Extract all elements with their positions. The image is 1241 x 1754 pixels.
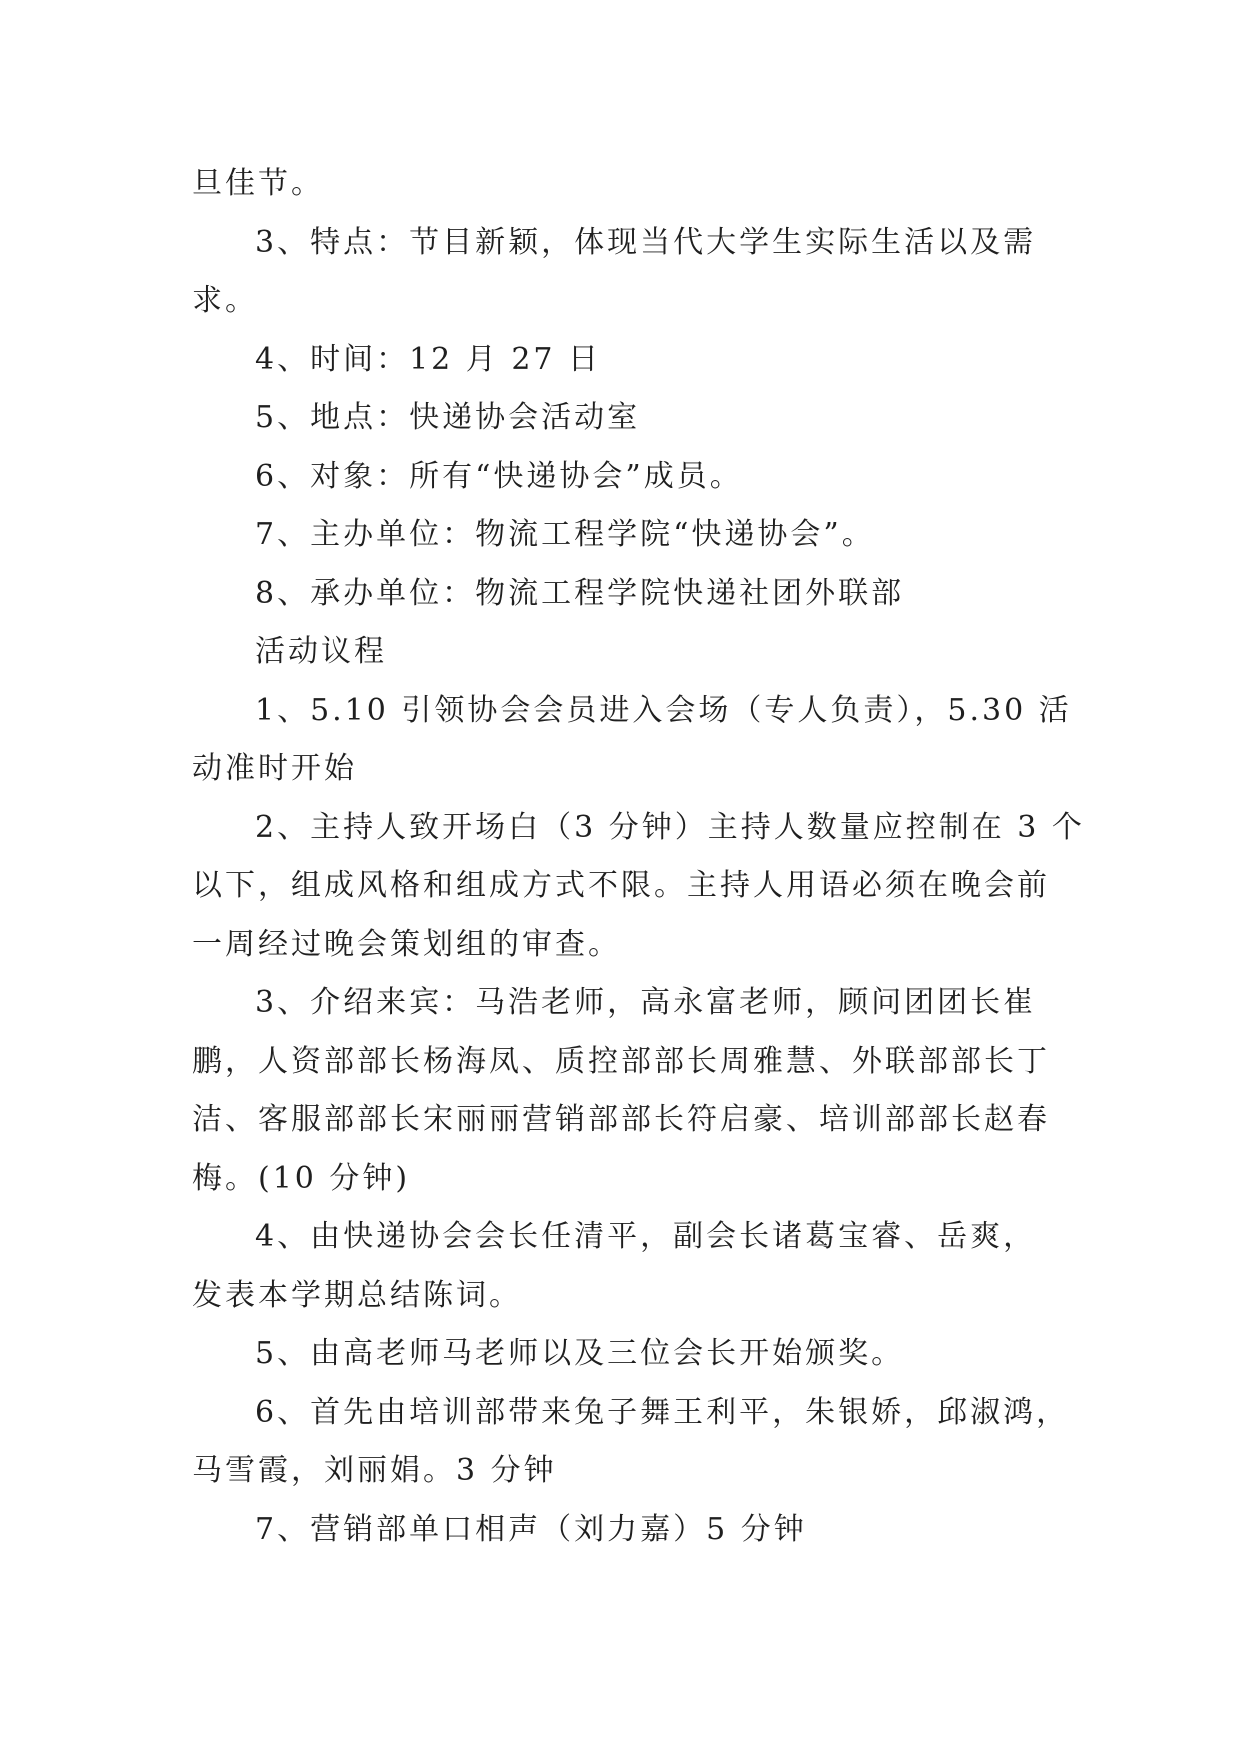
paragraph-line: 洁、客服部部长宋丽丽营销部部长符启豪、培训部部长赵春 bbox=[192, 1102, 1050, 1137]
paragraph-line: 动准时开始 bbox=[192, 751, 357, 786]
paragraph-line: 一周经过晚会策划组的审查。 bbox=[192, 926, 621, 962]
paragraph-line: 7、主办单位：物流工程学院“快递协会”。 bbox=[255, 517, 875, 552]
paragraph-line: 8、承办单位：物流工程学院快递社团外联部 bbox=[255, 575, 905, 611]
paragraph-line: 梅。(10 分钟) bbox=[192, 1160, 411, 1196]
paragraph-line: 4、时间：12 月 27 日 bbox=[255, 341, 602, 377]
paragraph-line: 5、由高老师马老师以及三位会长开始颁奖。 bbox=[255, 1336, 905, 1371]
paragraph-line: 1、5.10 引领协会会员进入会场（专人负责），5.30 活 bbox=[255, 692, 1072, 728]
section-heading: 活动议程 bbox=[255, 634, 387, 669]
paragraph-line: 4、由快递协会会长任清平，副会长诸葛宝睿、岳爽， bbox=[255, 1219, 1037, 1254]
paragraph-line: 6、对象：所有“快递协会”成员。 bbox=[255, 458, 743, 494]
paragraph-line: 7、营销部单口相声（刘力嘉）5 分钟 bbox=[255, 1511, 807, 1547]
paragraph-line: 求。 bbox=[192, 283, 258, 318]
paragraph-line: 旦佳节。 bbox=[192, 166, 324, 201]
paragraph-line: 以下，组成风格和组成方式不限。主持人用语必须在晚会前 bbox=[192, 868, 1050, 903]
paragraph-line: 3、特点：节目新颖，体现当代大学生实际生活以及需 bbox=[255, 224, 1037, 260]
paragraph-line: 5、地点：快递协会活动室 bbox=[255, 400, 641, 435]
paragraph-line: 2、主持人致开场白（3 分钟）主持人数量应控制在 3 个 bbox=[255, 809, 1085, 845]
paragraph-line: 鹏，人资部部长杨海凤、质控部部长周雅慧、外联部部长丁 bbox=[192, 1043, 1050, 1079]
paragraph-line: 6、首先由培训部带来兔子舞王利平，朱银娇，邱淑鸿， bbox=[255, 1394, 1070, 1430]
paragraph-line: 马雪霞，刘丽娟。3 分钟 bbox=[192, 1453, 557, 1488]
paragraph-line: 3、介绍来宾：马浩老师，高永富老师，顾问团团长崔 bbox=[255, 985, 1037, 1020]
document-body bbox=[192, 155, 1085, 1559]
paragraph-line: 发表本学期总结陈词。 bbox=[192, 1277, 522, 1313]
